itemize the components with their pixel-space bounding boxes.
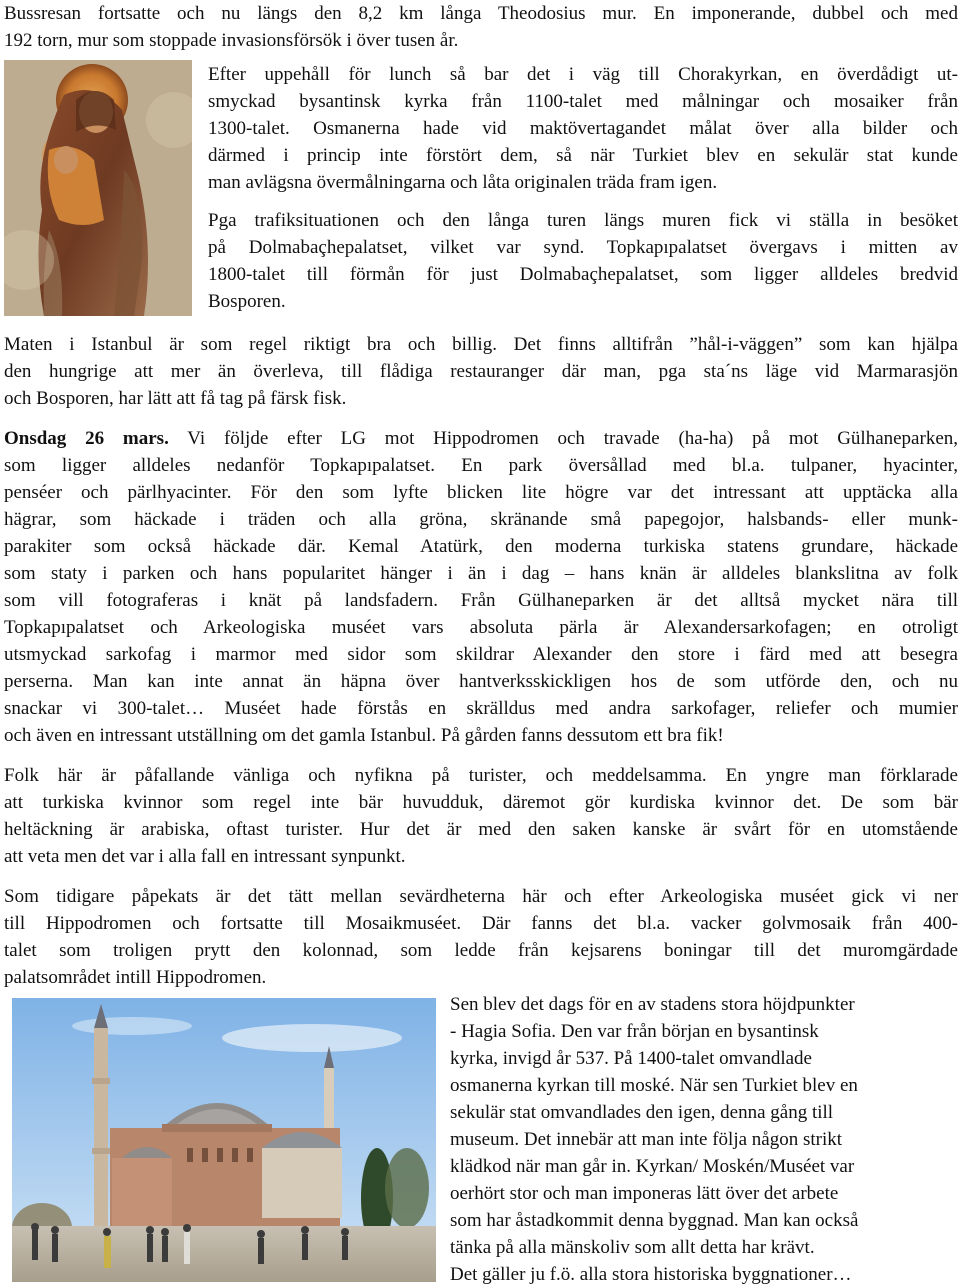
text-line: som har åstadkommit denna byggnad. Man kan också <box>450 1210 859 1231</box>
text-line: parakiter som också häckade där. Kemal Atatürk, den moderna turkiska statens grundare, häckade <box>4 536 958 557</box>
text-line: och Bosporen, har lätt att få tag på färsk fisk. <box>4 388 347 409</box>
text-line: att turkiska kvinnor som regel inte bär huvudduk, däremot gör kurdiska kvinnor det. De som bär <box>4 792 958 813</box>
text-line: att veta men det var i alla fall en intressant synpunkt. <box>4 846 406 867</box>
mosaic-paragraph <box>4 883 958 991</box>
text-line: palatsområdet intill Hippodromen. <box>4 967 267 988</box>
food-paragraph <box>4 331 958 412</box>
intro-paragraph <box>4 0 958 54</box>
folk-paragraph <box>4 762 958 870</box>
text-line: och även en intressant utställning om det gamla Istanbul. På gården fanns dessutom ett bra fik! <box>4 725 724 746</box>
text-line: Bussresan fortsatte och nu längs den 8,2 km långa Theodosius mur. En imponerande, dubbel och med <box>4 3 958 24</box>
text-line: tänka på alla mänskoliv som allt detta har krävt. <box>450 1237 815 1258</box>
hagia-sofia-illustration <box>12 998 436 1282</box>
text-line: till Hippodromen och fortsatte till Mosaikmuséet. Där fanns det bl.a. vacker golvmosaik från 400- <box>4 913 958 934</box>
text-line: på Dolmabaçhepalatset, vilket var synd. Topkapıpalatset övergavs i mitten av <box>208 237 958 258</box>
text-line: 1300-talet. Osmanerna hade vid maktövertagandet målat över alla bilder och <box>208 118 958 139</box>
text-line: Efter uppehåll för lunch så bar det i väg till Chorakyrkan, en överdådigt ut- <box>208 64 958 85</box>
text-line: smyckad bysantinsk kyrka från 1100-talet med målningar och mosaiker från <box>208 91 958 112</box>
text-line: talet som troligen prytt den kolonnad, som ledde från kejsarens boningar till det muromgärdade <box>4 940 958 961</box>
text-line: sekulär stat omvandlades den igen, denna gång till <box>450 1102 834 1123</box>
text-line: kyrka, invigd år 537. På 1400-talet omvandlade <box>450 1048 812 1069</box>
hagia-sofia-photo <box>12 998 436 1282</box>
text-line: Maten i Istanbul är som regel riktigt bra och billig. Det finns alltifrån ”hål-i-väggen” som kan hjälpa <box>4 334 958 355</box>
text-line: 1800-talet till förmån för just Dolmabaçhepalatset, som ligger alldeles bredvid <box>208 264 958 285</box>
chora-fresco-image <box>4 60 192 316</box>
text-line: Pga trafiksituationen och den långa turen längs muren fick vi ställa in besöket <box>208 210 958 231</box>
hagia-sofia-paragraph <box>450 991 956 1288</box>
text-fragment: Vi följde efter LG mot Hippodromen och travade (ha-ha) på mot Gülhaneparken, <box>168 428 959 449</box>
chora-paragraph <box>208 61 958 196</box>
day-heading: Onsdag 26 mars. <box>4 428 169 449</box>
text-line: som vill fotograferas i knät på landsfadern. Från Gülhaneparken är det alltså mycket nära till <box>4 590 958 611</box>
text-line: - Hagia Sofia. Den var från början en bysantinsk <box>450 1021 819 1042</box>
fresco-illustration <box>4 60 192 316</box>
text-line: 192 torn, mur som stoppade invasionsförsök i över tusen år. <box>4 30 459 51</box>
text-line: Folk här är påfallande vänliga och nyfikna på turister, och meddelsamma. En yngre man förklarade <box>4 765 958 786</box>
text-line: perserna. Man kan inte annat än häpna över hantverksskickligen hos de som utförde den, och nu <box>4 671 958 692</box>
text-line: oerhört stor och man imponeras lätt över det arbete <box>450 1183 839 1204</box>
text-line: Sen blev det dags för en av stadens stora höjdpunkter <box>450 994 855 1015</box>
text-line: man avlägsna övermålningarna och låta originalen träda fram igen. <box>208 172 718 193</box>
text-line: heltäckning är arabiska, oftast turister. Hur det är med den saken kanske är svårt för en utomstående <box>4 819 958 840</box>
text-line: Som tidigare påpekats är det tätt mellan sevärdheterna här och efter Arkeologiska muséet gick vi ner <box>4 886 958 907</box>
text-line: hägrar, som häckade i träden och alla gröna, skränande små papegojor, halsbands- eller munk- <box>4 509 958 530</box>
onsdag-paragraph <box>4 425 958 749</box>
text-line: som staty i parken och hans popularitet hänger i än i dag – hans knän är alldeles blankslitna av folk <box>4 563 958 584</box>
text-line <box>4 425 958 452</box>
text-line: snackar vi 300-talet… Muséet hade förstås en skrälldus med andra sarkofager, reliefer och mumier <box>4 698 958 719</box>
text-line: osmanerna kyrkan till moské. När sen Turkiet blev en <box>450 1075 858 1096</box>
text-line: Topkapıpalatset och Arkeologiska muséet vars absoluta pärla är Alexandersarkofagen; en otroligt <box>4 617 958 638</box>
text-line: penséer och pärlhyacinter. För den som lyfte blicken lite högre var det intressant att upptäcka alla <box>4 482 958 503</box>
text-line: utsmyckad sarkofag i marmor med sidor som skildrar Alexander den store i färd med att besegra <box>4 644 958 665</box>
text-line: klädkod när man går in. Kyrkan/ Moskén/Muséet var <box>450 1156 855 1177</box>
text-line: som ligger alldeles nedanför Topkapıpalatset. En park översållad med bl.a. tulpaner, hyacinter, <box>4 455 958 476</box>
text-line: Bosporen. <box>208 291 286 312</box>
text-line: Det gäller ju f.ö. alla stora historiska byggnationer… <box>450 1264 852 1285</box>
text-line: museum. Det innebär att man inte följa någon strikt <box>450 1129 843 1150</box>
text-line: den hungrige att mer än överleva, till flådiga restauranger där man, pga sta´ns läge vid Marmarasjön <box>4 361 958 382</box>
dolmabahce-paragraph <box>208 207 958 315</box>
text-line: därmed i princip inte förstört dem, så när Turkiet blev en sekulär stat kunde <box>208 145 958 166</box>
